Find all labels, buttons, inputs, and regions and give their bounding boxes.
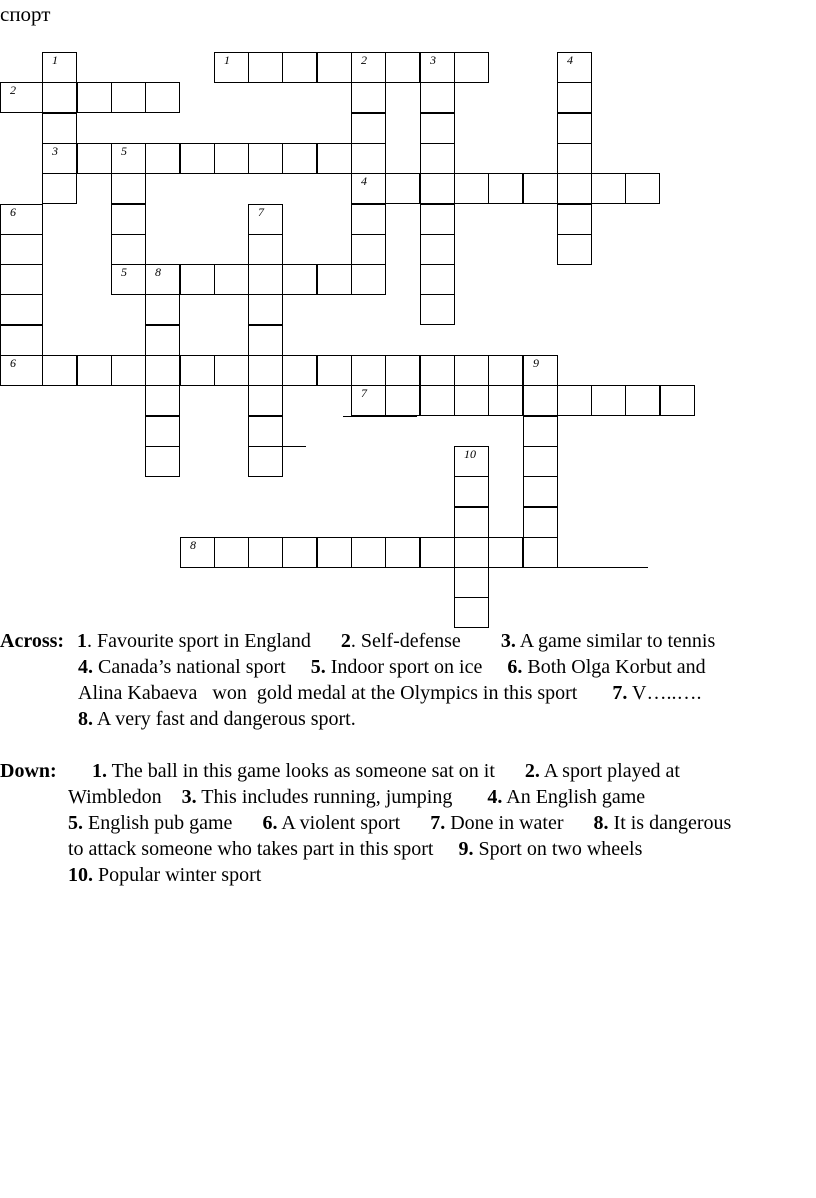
clue-text: English pub game bbox=[83, 812, 263, 834]
grid-cell[interactable] bbox=[42, 143, 77, 174]
clue-number: 8. bbox=[78, 708, 93, 730]
clue-text: Sport on two wheels bbox=[473, 838, 643, 860]
grid-cell[interactable] bbox=[248, 294, 283, 325]
grid-cell[interactable] bbox=[523, 385, 558, 416]
clue-number-label: 4 bbox=[567, 53, 573, 67]
grid-cell[interactable] bbox=[145, 355, 180, 386]
clue-number: 7. bbox=[430, 812, 446, 834]
grid-cell[interactable] bbox=[454, 567, 489, 598]
grid-cell[interactable] bbox=[42, 52, 77, 83]
clue-number-label: 6 bbox=[10, 205, 16, 219]
clue-number-label: 10 bbox=[464, 447, 476, 461]
clue-text: A sport played at bbox=[539, 760, 680, 782]
clue-text: The ball in this game looks as someone sat on it bbox=[107, 760, 525, 782]
grid-cell[interactable] bbox=[557, 234, 592, 265]
clue-number-label: 8 bbox=[155, 265, 161, 279]
grid-cell[interactable] bbox=[317, 52, 352, 83]
grid-cell[interactable] bbox=[523, 446, 558, 477]
clue-text: A game similar to tennis bbox=[515, 630, 716, 652]
grid-cell[interactable] bbox=[248, 446, 283, 477]
grid-cell[interactable] bbox=[145, 82, 180, 113]
grid-underline bbox=[193, 567, 648, 568]
grid-cell[interactable] bbox=[282, 264, 317, 295]
grid-cell[interactable] bbox=[0, 204, 43, 235]
clue-number: 5. bbox=[68, 812, 83, 834]
grid-cell[interactable] bbox=[385, 355, 420, 386]
grid-cell[interactable] bbox=[145, 264, 180, 295]
clue-text: Both Olga Korbut and bbox=[522, 656, 706, 678]
grid-cell[interactable] bbox=[248, 204, 283, 235]
clue-number: 9. bbox=[458, 838, 474, 860]
grid-cell[interactable] bbox=[351, 234, 386, 265]
grid-cell[interactable] bbox=[523, 507, 558, 538]
grid-cell[interactable] bbox=[557, 113, 592, 144]
grid-cell[interactable] bbox=[420, 385, 455, 416]
clue-text: . Favourite sport in England bbox=[87, 630, 341, 652]
grid-cell[interactable] bbox=[317, 264, 352, 295]
grid-cell[interactable] bbox=[42, 82, 77, 113]
grid-cell[interactable] bbox=[248, 52, 283, 83]
grid-cell[interactable] bbox=[351, 173, 386, 204]
grid-cell[interactable] bbox=[111, 234, 146, 265]
clue-number-label: 2 bbox=[10, 83, 16, 97]
grid-cell[interactable] bbox=[248, 325, 283, 356]
grid-cell[interactable] bbox=[42, 113, 77, 144]
clue-line bbox=[78, 706, 814, 732]
grid-cell[interactable] bbox=[0, 234, 43, 265]
clue-number: 5. bbox=[310, 656, 326, 678]
grid-cell[interactable] bbox=[557, 82, 592, 113]
grid-cell[interactable] bbox=[145, 416, 180, 447]
clue-text: Alina Kabaeva won gold medal at the Olympics in this sport bbox=[78, 682, 613, 704]
grid-cell[interactable] bbox=[77, 143, 112, 174]
down-clues bbox=[0, 758, 814, 888]
grid-cell[interactable] bbox=[488, 537, 523, 568]
clue-number: 1 bbox=[77, 630, 87, 652]
clue-number: 4. bbox=[487, 786, 503, 808]
clue-number: 3. bbox=[500, 630, 516, 652]
clue-number: 7. bbox=[612, 682, 628, 704]
grid-cell[interactable] bbox=[248, 537, 283, 568]
grid-cell[interactable] bbox=[385, 173, 420, 204]
grid-cell[interactable] bbox=[42, 173, 77, 204]
grid-cell[interactable] bbox=[214, 264, 249, 295]
clue-line bbox=[68, 836, 814, 862]
clue-number-label: 4 bbox=[361, 174, 367, 188]
grid-cell[interactable] bbox=[523, 355, 558, 386]
grid-cell[interactable] bbox=[351, 52, 386, 83]
grid-cell[interactable] bbox=[385, 52, 420, 83]
grid-cell[interactable] bbox=[625, 173, 660, 204]
clue-number-label: 8 bbox=[190, 538, 196, 552]
grid-cell[interactable] bbox=[454, 597, 489, 628]
grid-cell[interactable] bbox=[420, 234, 455, 265]
grid-cell[interactable] bbox=[557, 52, 592, 83]
clue-text: A violent sport bbox=[277, 812, 431, 834]
grid-cell[interactable] bbox=[317, 537, 352, 568]
grid-cell[interactable] bbox=[454, 507, 489, 538]
page-title: спорт bbox=[0, 2, 51, 26]
grid-cell[interactable] bbox=[488, 173, 523, 204]
grid-cell[interactable] bbox=[111, 143, 146, 174]
grid-cell[interactable] bbox=[625, 385, 660, 416]
clue-number: 2. bbox=[524, 760, 540, 782]
grid-cell[interactable] bbox=[591, 385, 626, 416]
grid-cell[interactable] bbox=[0, 355, 43, 386]
clue-line bbox=[92, 758, 814, 784]
clue-text: to attack someone who takes part in this sport bbox=[68, 838, 459, 860]
grid-cell[interactable] bbox=[145, 143, 180, 174]
clue-text: Popular winter sport bbox=[93, 864, 262, 886]
grid-cell[interactable] bbox=[180, 264, 215, 295]
clue-line bbox=[77, 628, 814, 654]
grid-cell[interactable] bbox=[214, 355, 249, 386]
grid-cell[interactable] bbox=[523, 416, 558, 447]
grid-cell[interactable] bbox=[145, 294, 180, 325]
grid-cell[interactable] bbox=[420, 537, 455, 568]
grid-cell[interactable] bbox=[351, 82, 386, 113]
grid-cell[interactable] bbox=[248, 385, 283, 416]
grid-cell[interactable] bbox=[282, 143, 317, 174]
grid-cell[interactable] bbox=[351, 537, 386, 568]
grid-cell[interactable] bbox=[248, 143, 283, 174]
grid-cell[interactable] bbox=[420, 355, 455, 386]
grid-cell[interactable] bbox=[111, 355, 146, 386]
clue-text: Wimbledon bbox=[68, 786, 182, 808]
clue-text: . Self-defense bbox=[350, 630, 501, 652]
clue-number-label: 7 bbox=[361, 386, 367, 400]
clue-line bbox=[68, 784, 814, 810]
clue-number: 3. bbox=[181, 786, 197, 808]
grid-cell[interactable] bbox=[214, 143, 249, 174]
clue-text: Indoor sport on ice bbox=[325, 656, 508, 678]
grid-cell[interactable] bbox=[557, 385, 592, 416]
clue-number-label: 6 bbox=[10, 356, 16, 370]
grid-cell[interactable] bbox=[77, 82, 112, 113]
clue-text: An English game bbox=[502, 786, 646, 808]
down-heading: Down: bbox=[0, 760, 57, 782]
clue-number: 10. bbox=[68, 864, 93, 886]
clue-number-label: 1 bbox=[52, 53, 58, 67]
clue-number-label: 3 bbox=[430, 53, 436, 67]
across-clues bbox=[0, 628, 814, 732]
grid-cell[interactable] bbox=[111, 173, 146, 204]
clue-number: 8. bbox=[593, 812, 609, 834]
grid-cell[interactable] bbox=[77, 355, 112, 386]
grid-cell[interactable] bbox=[111, 264, 146, 295]
grid-cell[interactable] bbox=[145, 446, 180, 477]
grid-cell[interactable] bbox=[488, 355, 523, 386]
grid-cell[interactable] bbox=[180, 143, 215, 174]
grid-cell[interactable] bbox=[488, 385, 523, 416]
clue-number-label: 2 bbox=[361, 53, 367, 67]
grid-cell[interactable] bbox=[317, 143, 352, 174]
grid-cell[interactable] bbox=[454, 173, 489, 204]
grid-cell[interactable] bbox=[385, 385, 420, 416]
grid-cell[interactable] bbox=[145, 325, 180, 356]
grid-cell[interactable] bbox=[0, 325, 43, 356]
clue-line bbox=[68, 810, 814, 836]
grid-cell[interactable] bbox=[420, 264, 455, 295]
grid-cell[interactable] bbox=[282, 355, 317, 386]
clue-number-label: 1 bbox=[224, 53, 230, 67]
grid-cell[interactable] bbox=[0, 82, 43, 113]
grid-cell[interactable] bbox=[351, 355, 386, 386]
grid-cell[interactable] bbox=[557, 143, 592, 174]
clue-line bbox=[68, 862, 814, 888]
grid-cell[interactable] bbox=[248, 355, 283, 386]
grid-cell[interactable] bbox=[351, 113, 386, 144]
grid-underline bbox=[343, 416, 417, 417]
across-heading: Across: bbox=[0, 630, 65, 652]
grid-cell[interactable] bbox=[351, 143, 386, 174]
clue-number: 6. bbox=[507, 656, 523, 678]
grid-cell[interactable] bbox=[523, 537, 558, 568]
clue-text: This includes running, jumping bbox=[196, 786, 488, 808]
clue-line bbox=[78, 654, 814, 680]
grid-cell[interactable] bbox=[351, 264, 386, 295]
grid-cell[interactable] bbox=[0, 294, 43, 325]
grid-cell[interactable] bbox=[111, 82, 146, 113]
grid-cell[interactable] bbox=[420, 82, 455, 113]
grid-cell[interactable] bbox=[420, 294, 455, 325]
grid-cell[interactable] bbox=[282, 52, 317, 83]
grid-cell[interactable] bbox=[351, 385, 386, 416]
grid-cell[interactable] bbox=[145, 385, 180, 416]
clue-number-label: 5 bbox=[121, 144, 127, 158]
grid-cell[interactable] bbox=[214, 52, 249, 83]
grid-cell[interactable] bbox=[317, 355, 352, 386]
grid-cell[interactable] bbox=[557, 204, 592, 235]
grid-cell[interactable] bbox=[214, 537, 249, 568]
grid-cell[interactable] bbox=[385, 537, 420, 568]
clue-number: 1. bbox=[92, 760, 107, 782]
grid-cell[interactable] bbox=[420, 204, 455, 235]
grid-cell[interactable] bbox=[420, 143, 455, 174]
clues-section bbox=[0, 628, 814, 888]
grid-cell[interactable] bbox=[111, 204, 146, 235]
grid-cell[interactable] bbox=[454, 385, 489, 416]
clue-text: A very fast and dangerous sport. bbox=[93, 708, 356, 730]
grid-cell[interactable] bbox=[523, 173, 558, 204]
across-clue-list bbox=[0, 628, 814, 732]
grid-cell[interactable] bbox=[420, 113, 455, 144]
grid-cell[interactable] bbox=[180, 355, 215, 386]
clue-text: V…..…. bbox=[627, 682, 702, 704]
clue-number: 2 bbox=[340, 630, 351, 652]
grid-cell[interactable] bbox=[351, 204, 386, 235]
grid-cell[interactable] bbox=[454, 476, 489, 507]
grid-cell[interactable] bbox=[591, 173, 626, 204]
grid-cell[interactable] bbox=[248, 264, 283, 295]
clue-number-label: 7 bbox=[258, 205, 264, 219]
grid-cell[interactable] bbox=[282, 537, 317, 568]
grid-underline bbox=[266, 446, 306, 447]
grid-cell[interactable] bbox=[248, 234, 283, 265]
clue-text: It is dangerous bbox=[608, 812, 732, 834]
grid-cell[interactable] bbox=[523, 476, 558, 507]
clue-line bbox=[78, 680, 814, 706]
clue-number-label: 5 bbox=[121, 265, 127, 279]
clue-number-label: 3 bbox=[52, 144, 58, 158]
grid-cell[interactable] bbox=[180, 537, 215, 568]
grid-cell[interactable] bbox=[454, 355, 489, 386]
grid-cell[interactable] bbox=[454, 52, 489, 83]
clue-number: 4. bbox=[78, 656, 93, 678]
clue-text: Done in water bbox=[445, 812, 594, 834]
clue-text: Canada’s national sport bbox=[93, 656, 311, 678]
grid-cell[interactable] bbox=[420, 52, 455, 83]
down-clue-list bbox=[0, 758, 814, 888]
clue-number-label: 9 bbox=[533, 356, 539, 370]
grid-cell[interactable] bbox=[0, 264, 43, 295]
grid-cell[interactable] bbox=[420, 173, 455, 204]
grid-cell[interactable] bbox=[557, 173, 592, 204]
grid-cell[interactable] bbox=[454, 537, 489, 568]
grid-cell[interactable] bbox=[248, 416, 283, 447]
grid-cell[interactable] bbox=[660, 385, 695, 416]
grid-cell[interactable] bbox=[42, 355, 77, 386]
clue-number: 6. bbox=[262, 812, 278, 834]
